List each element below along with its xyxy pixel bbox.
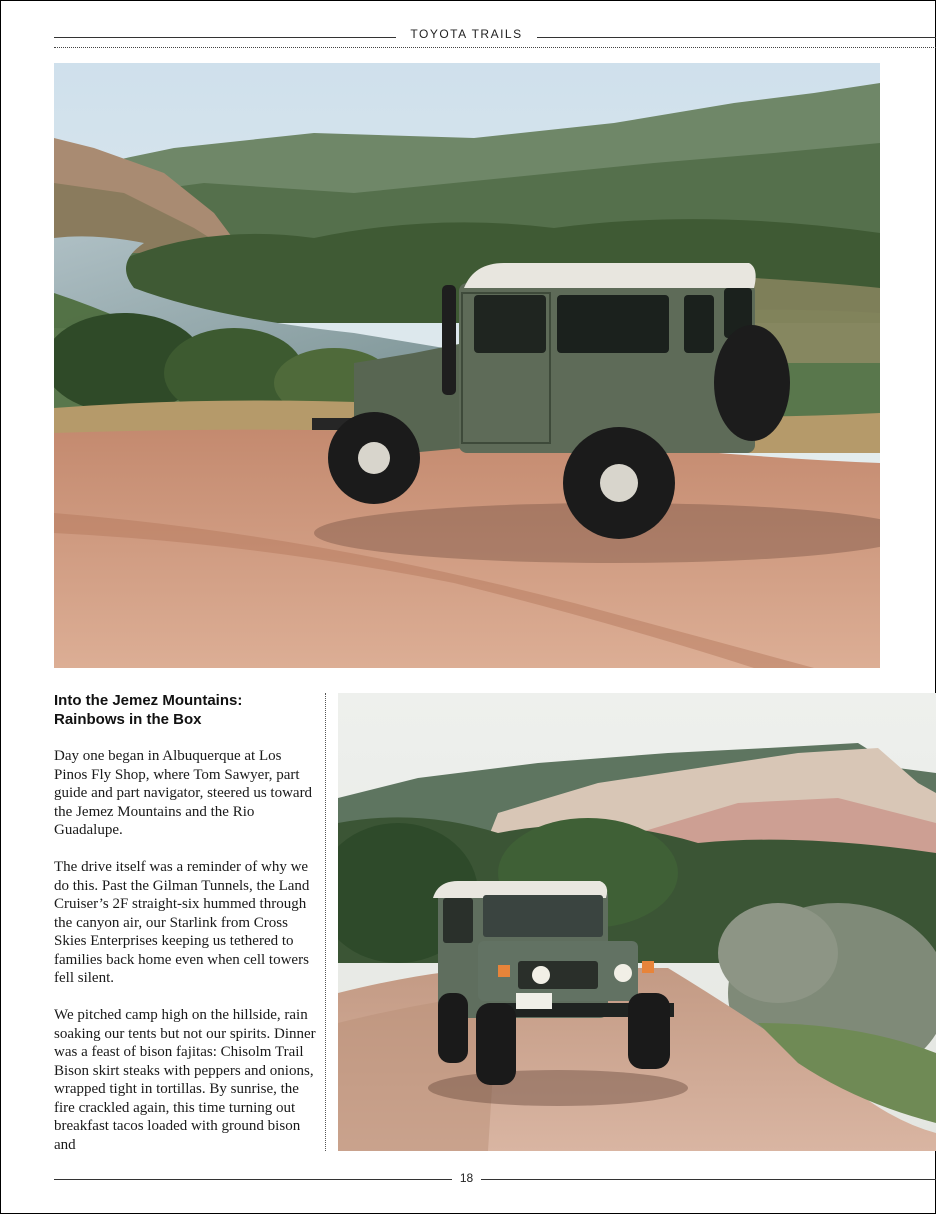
paragraph-2: The drive itself was a reminder of why we do this. Past the Gilman Tunnels, the Land Cruiser’s 2F straight-six hummed through the canyon air, our Starlink from Cross Skies Enterprises keeping us tethered to families back home even when cell towers fell silent. [54, 859, 310, 986]
footer-rule-right [481, 1179, 936, 1180]
paragraph-3: We pitched camp high on the hillside, rain soaking our tents but not our spirits. Dinner was a feast of bison fajitas: Chisolm Trail Bison skirt steaks with peppers and onions, wrapped tight in tortillas. By sunrise, the fire crackled again, this time turning out breakfast tacos loaded with ground bison and [54, 1007, 316, 1153]
header-rule-right [537, 37, 936, 38]
header-dotted-rule [54, 47, 936, 48]
article-heading [54, 691, 314, 729]
column-divider [325, 693, 326, 1151]
paragraph-1: Day one began in Albuquerque at Los Pinos Fly Shop, where Tom Sawyer, part guide and part navigator, steered us toward the Jemez Mountains and the Rio Guadalupe. [54, 748, 313, 838]
running-header-title: TOYOTA TRAILS [410, 27, 523, 41]
header-rule-left [54, 37, 396, 38]
photo-land-cruiser-river-overlook [54, 63, 880, 668]
page-number: 18 [459, 1171, 474, 1185]
photo-land-cruiser-trail-front [338, 693, 936, 1151]
article-heading-line-1: Into the Jemez Mountains: [54, 692, 243, 709]
article-heading-line-2: Rainbows in the Box [54, 711, 202, 728]
article-body [54, 747, 316, 1173]
footer-rule-left [54, 1179, 452, 1180]
